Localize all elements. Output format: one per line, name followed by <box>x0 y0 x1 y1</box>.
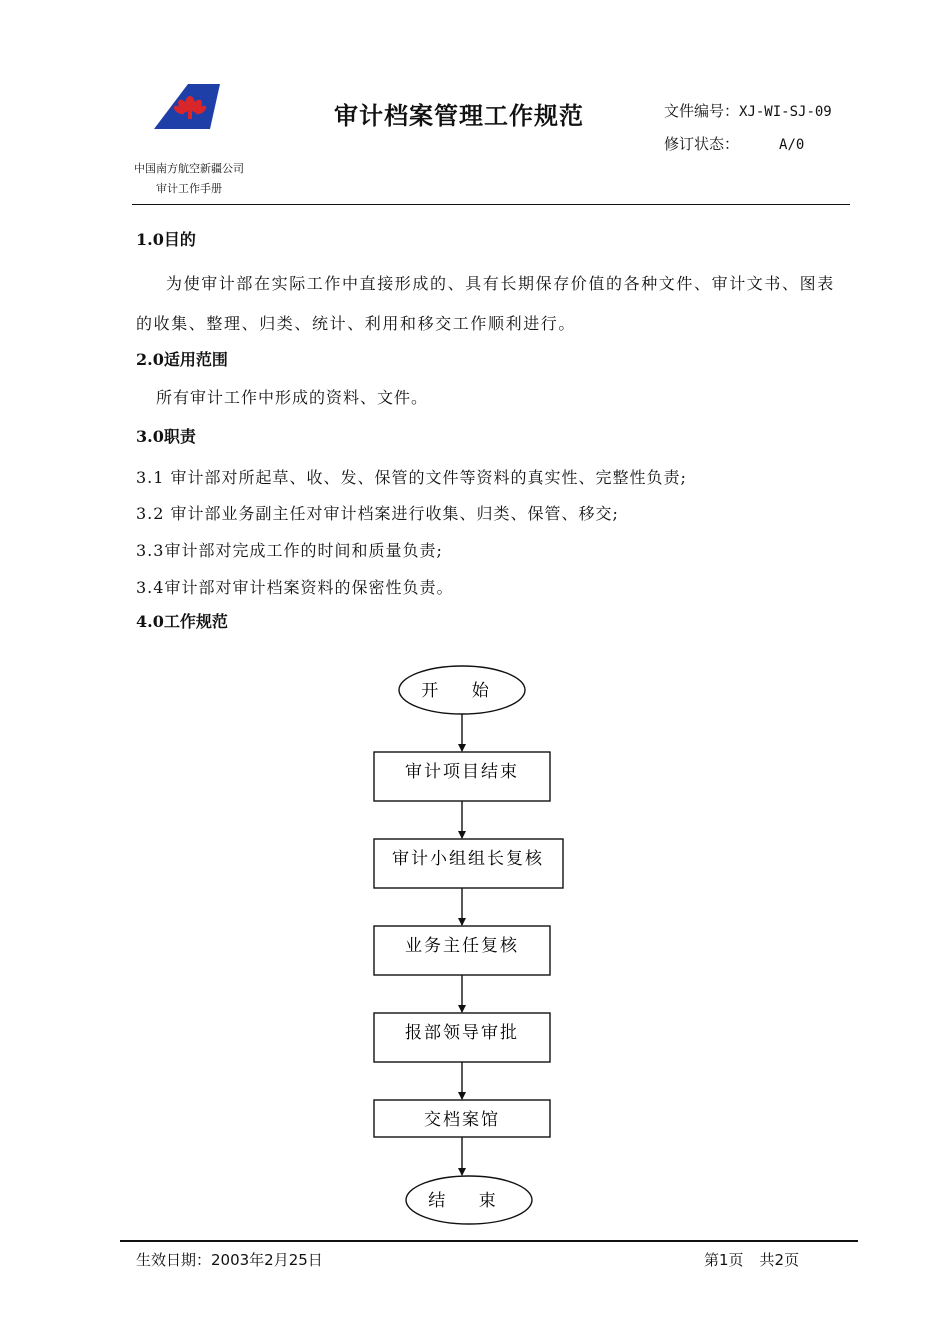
doc-number-value: XJ-WI-SJ-09 <box>739 104 832 120</box>
step-label: 业务主任复核 <box>405 936 519 956</box>
duty-item: 3.1 审计部对所起草、收、发、保管的文件等资料的真实性、完整性负责; <box>136 468 687 487</box>
step-label: 报部领导审批 <box>405 1023 519 1043</box>
section-4-heading: 4.0工作规范 <box>136 612 228 631</box>
duty-item: 3.3审计部对完成工作的时间和质量负责; <box>136 541 443 560</box>
revision-label: 修订状态： <box>664 135 740 153</box>
company-name: 中国南方航空新疆公司 <box>134 162 244 175</box>
page-title: 审计档案管理工作规范 <box>334 102 584 130</box>
page-number: 第1页 <box>704 1251 744 1269</box>
section-1-text: 为使审计部在实际工作中直接形成的、具有长期保存价值的各种文件、审计文书、图表的收集、整理、归类、统计、利用和移交工作顺利进行。 <box>136 274 835 333</box>
effective-date: 生效日期：2003年2月25日 <box>136 1251 323 1269</box>
duty-item: 3.2 审计部业务副主任对审计档案进行收集、归类、保管、移交; <box>136 504 619 523</box>
section-2-text: 所有审计工作中形成的资料、文件。 <box>156 388 429 407</box>
duty-item: 3.4审计部对审计档案资料的保密性负责。 <box>136 578 454 597</box>
footer-divider <box>120 1240 858 1242</box>
section-2-heading: 2.0适用范围 <box>136 350 228 369</box>
section-1-heading: 1.0目的 <box>136 230 196 249</box>
end-label: 结 束 <box>428 1191 510 1211</box>
manual-name: 审计工作手册 <box>156 182 222 195</box>
revision-value: A/0 <box>779 137 805 153</box>
page-indicator <box>704 1249 799 1270</box>
page-total: 共2页 <box>759 1251 800 1269</box>
step-label: 交档案馆 <box>424 1110 500 1130</box>
start-label: 开 始 <box>421 681 503 701</box>
section-3-heading: 3.0职责 <box>136 427 196 446</box>
step-label: 审计小组组长复核 <box>392 849 544 869</box>
doc-number-label: 文件编号： <box>664 102 740 120</box>
step-label: 审计项目结束 <box>405 762 519 782</box>
